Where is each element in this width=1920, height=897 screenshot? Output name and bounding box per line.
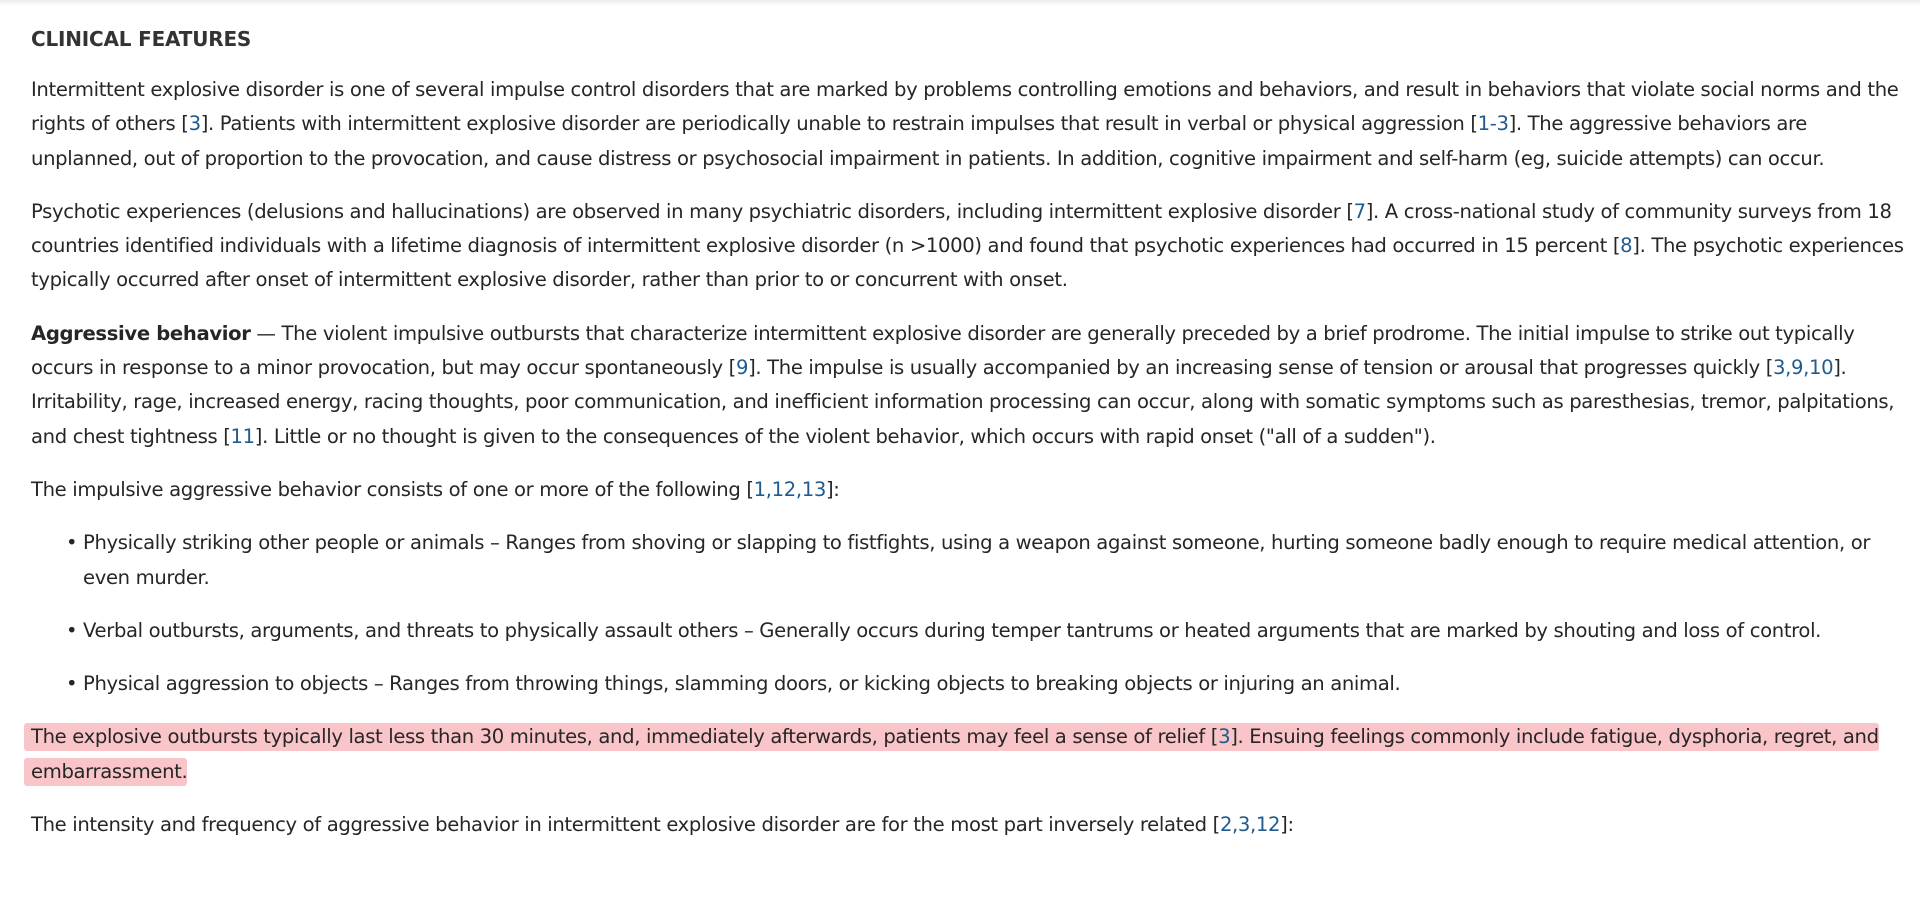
list-item [66,614,1913,648]
paragraph-text: The impulsive aggressive behavior consists of one or more of the following [ [31,477,754,501]
behavior-list [31,526,1913,701]
reference-link[interactable]: 3 [1218,725,1231,749]
paragraph-text: ]. Patients with intermittent explosive disorder are periodically unable to restrain impulses that result in verbal or physical aggression [ [200,112,1478,136]
paragraph-text: ]. The aggressive behaviors are unplanned, out of proportion to the provocation, and cause distress or psychosocial impairment in patients. In addition, cognitive impairment and self-harm (eg, suicide attempts) can occur. [31,112,1825,170]
list-item-text: Physical aggression to objects – Ranges from throwing things, slamming doors, or kicking objects to breaking objects or injuring an animal. [83,672,1401,696]
paragraph-text: ]. Ensuing feelings commonly include fatigue, dysphoria, regret, and embarrassment. [31,725,1879,783]
reference-link[interactable]: 2,3,12 [1219,813,1281,837]
paragraph-intensity-frequency [31,808,1913,842]
paragraph-text: ]. Little or no thought is given to the consequences of the violent behavior, which occurs with rapid onset ("all of a sudden"). [254,424,1436,448]
paragraph-text: ]. Irritability, rage, increased energy, racing thoughts, poor communication, and inefficient information processing can occur, along with somatic symptoms such as paresthesias, tremor, palpitations, and chest tightness [ [31,356,1895,448]
bullet-icon: • [66,672,78,696]
paragraph-intro [31,73,1913,176]
reference-link[interactable]: 7 [1353,199,1366,223]
reference-link[interactable]: 1,12,13 [753,477,826,501]
paragraph-text: ]. The impulse is usually accompanied by an increasing sense of tension or arousal that progresses quickly [ [748,356,1774,380]
reference-link[interactable]: 8 [1620,234,1633,258]
reference-link[interactable]: 9 [735,356,749,380]
list-item-text: Verbal outbursts, arguments, and threats to physically assault others – Generally occurs during temper tantrums or heated arguments that are marked by shouting and loss of control. [83,618,1822,642]
paragraph-text: Psychotic experiences (delusions and hallucinations) are observed in many psychiatric disorders, including intermittent explosive disorder [ [31,199,1354,223]
reference-link[interactable]: 3,9,10 [1773,356,1834,380]
reference-link[interactable]: 11 [230,424,255,448]
list-item-text: Physically striking other people or animals – Ranges from shoving or slapping to fistfights, using a weapon against someone, hurting someone badly enough to require medical attention, or even murder. [83,531,1871,589]
paragraph-highlighted-outburst-duration [31,720,1913,789]
paragraph-text: ]. A cross-national study of community surveys from 18 countries identified individuals with a lifetime diagnosis of intermittent explosive disorder (n >1000) and found that psychotic experiences had occurred in 15 percent [ [31,199,1892,258]
text-highlight [31,723,1879,785]
paragraph-text: The explosive outbursts typically last less than 30 minutes, and, immediately afterwards, patients may feel a sense of relief [ [31,725,1219,749]
paragraph-psychotic-experiences [31,195,1913,298]
paragraph-text: ]: [825,477,840,501]
paragraph-text: The intensity and frequency of aggressive behavior in intermittent explosive disorder are for the most part inversely related [ [31,813,1220,837]
reference-link[interactable]: 3 [188,112,201,136]
top-shadow-bar [0,0,1920,6]
section-heading: CLINICAL FEATURES [31,27,252,51]
subheading-aggressive-behavior: Aggressive behavior [31,321,251,345]
paragraph-text: — The violent impulsive outbursts that characterize intermittent explosive disorder are generally preceded by a brief prodrome. The initial impulse to strike out typically occurs in response to a minor provocation, but may occur spontaneously [ [31,321,1855,380]
article-content [31,22,1913,861]
bullet-icon: • [66,531,78,555]
reference-link[interactable]: 1-3 [1477,112,1509,136]
paragraph-following-list-intro [31,473,1913,507]
paragraph-aggressive-behavior [31,317,1913,454]
bullet-icon: • [66,618,78,642]
paragraph-text: ]. The psychotic experiences typically occurred after onset of intermittent explosive disorder, rather than prior to or concurrent with onset. [31,234,1904,292]
list-item [66,526,1913,595]
paragraph-text: Intermittent explosive disorder is one of several impulse control disorders that are marked by problems controlling emotions and behaviors, and result in behaviors that violate social norms and the rights of others [ [31,78,1899,136]
paragraph-text: ]: [1280,813,1294,837]
list-item [66,667,1913,701]
